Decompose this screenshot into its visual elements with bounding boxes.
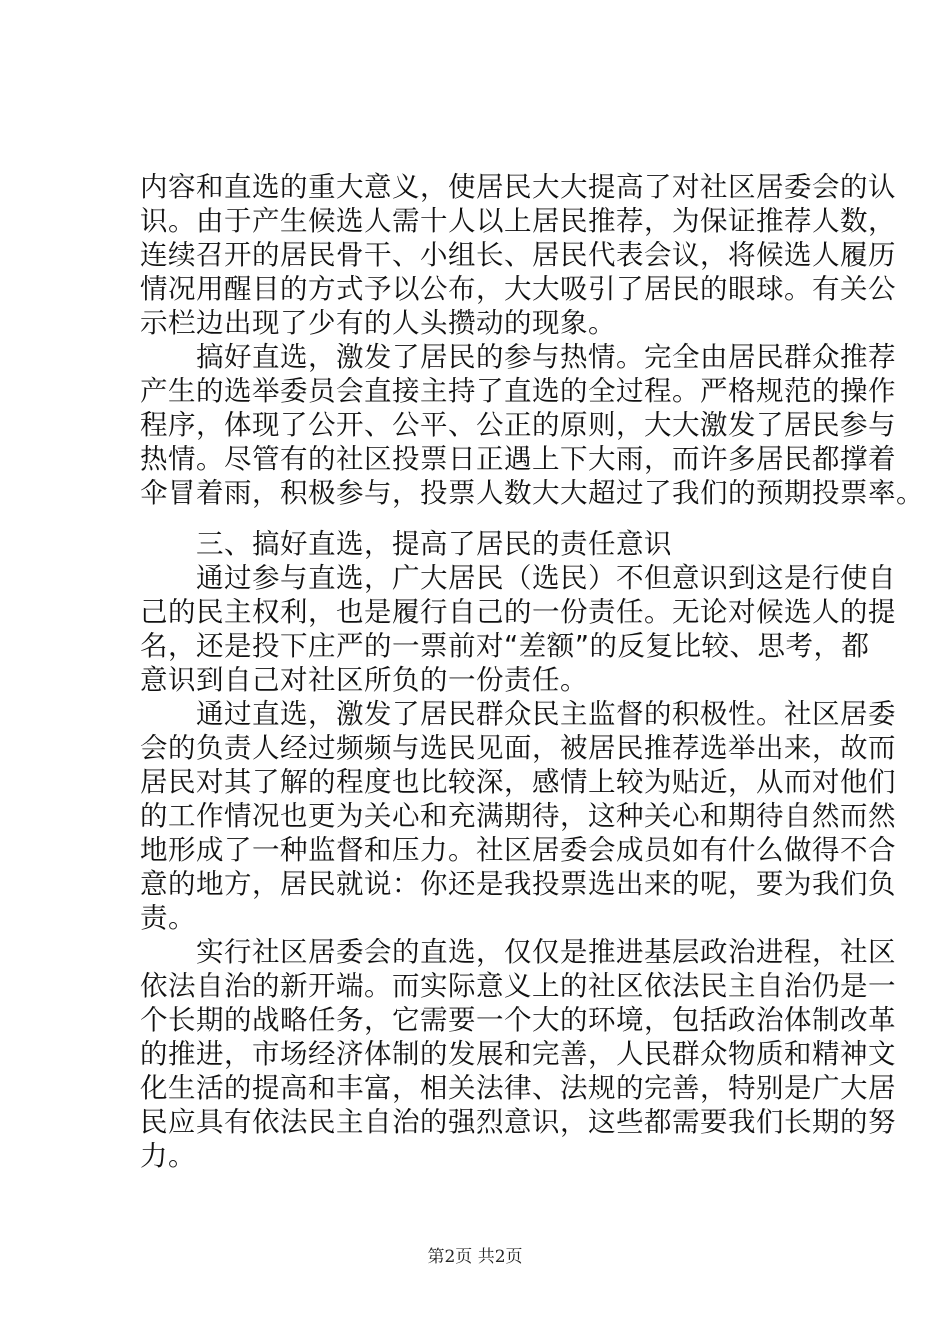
text-line: 产生的选举委员会直接主持了直选的全过程。严格规范的操作 (140, 375, 896, 407)
page-footer: 第2页 共2页 (427, 1247, 523, 1267)
text-line: 通过参与直选，广大居民（选民）不但意识到这是行使自 (140, 562, 896, 594)
text-line: 化生活的提高和丰富，相关法律、法规的完善，特别是广大居 (140, 1072, 896, 1104)
text-line: 伞冒着雨，积极参与，投票人数大大超过了我们的预期投票率。 (140, 477, 924, 509)
text-line: 个长期的战略任务，它需要一个大的环境，包括政治体制改革 (140, 1004, 896, 1036)
text-line: 依法自治的新开端。而实际意义上的社区依法民主自治仍是一 (140, 970, 896, 1002)
text-line: 通过直选，激发了居民群众民主监督的积极性。社区居委 (140, 698, 896, 730)
text-line: 意识到自己对社区所负的一份责任。 (140, 664, 588, 696)
text-line: 识。由于产生候选人需十人以上居民推荐，为保证推荐人数， (140, 205, 896, 237)
text-line: 地形成了一种监督和压力。社区居委会成员如有什么做得不合 (140, 834, 896, 866)
section-heading: 三、搞好直选，提高了居民的责任意识 (140, 528, 672, 560)
text-line: 的工作情况也更为关心和充满期待，这种关心和期待自然而然 (140, 800, 896, 832)
text-line: 程序，体现了公开、公平、公正的原则，大大激发了居民参与 (140, 409, 896, 441)
text-line: 责。 (140, 902, 196, 934)
text-line: 己的民主权利，也是履行自己的一份责任。无论对候选人的提 (140, 596, 896, 628)
text-line: 名，还是投下庄严的一票前对“差额”的反复比较、思考，都 (140, 630, 870, 662)
text-line: 示栏边出现了少有的人头攒动的现象。 (140, 307, 616, 339)
text-line: 热情。尽管有的社区投票日正遇上下大雨，而许多居民都撑着 (140, 443, 896, 475)
text-line: 搞好直选，激发了居民的参与热情。完全由居民群众推荐 (140, 341, 896, 373)
text-line: 情况用醒目的方式予以公布，大大吸引了居民的眼球。有关公 (140, 273, 896, 305)
text-line: 连续召开的居民骨干、小组长、居民代表会议，将候选人履历 (140, 239, 896, 271)
text-line: 意的地方，居民就说：你还是我投票选出来的呢，要为我们负 (140, 868, 896, 900)
text-line: 力。 (140, 1140, 196, 1172)
text-line: 实行社区居委会的直选，仅仅是推进基层政治进程，社区 (140, 936, 896, 968)
text-line: 的推进，市场经济体制的发展和完善，人民群众物质和精神文 (140, 1038, 896, 1070)
text-line: 会的负责人经过频频与选民见面，被居民推荐选举出来，故而 (140, 732, 896, 764)
text-line: 居民对其了解的程度也比较深，感情上较为贴近，从而对他们 (140, 766, 896, 798)
text-line: 民应具有依法民主自治的强烈意识，这些都需要我们长期的努 (140, 1106, 896, 1138)
text-line: 内容和直选的重大意义，使居民大大提高了对社区居委会的认 (140, 171, 896, 203)
